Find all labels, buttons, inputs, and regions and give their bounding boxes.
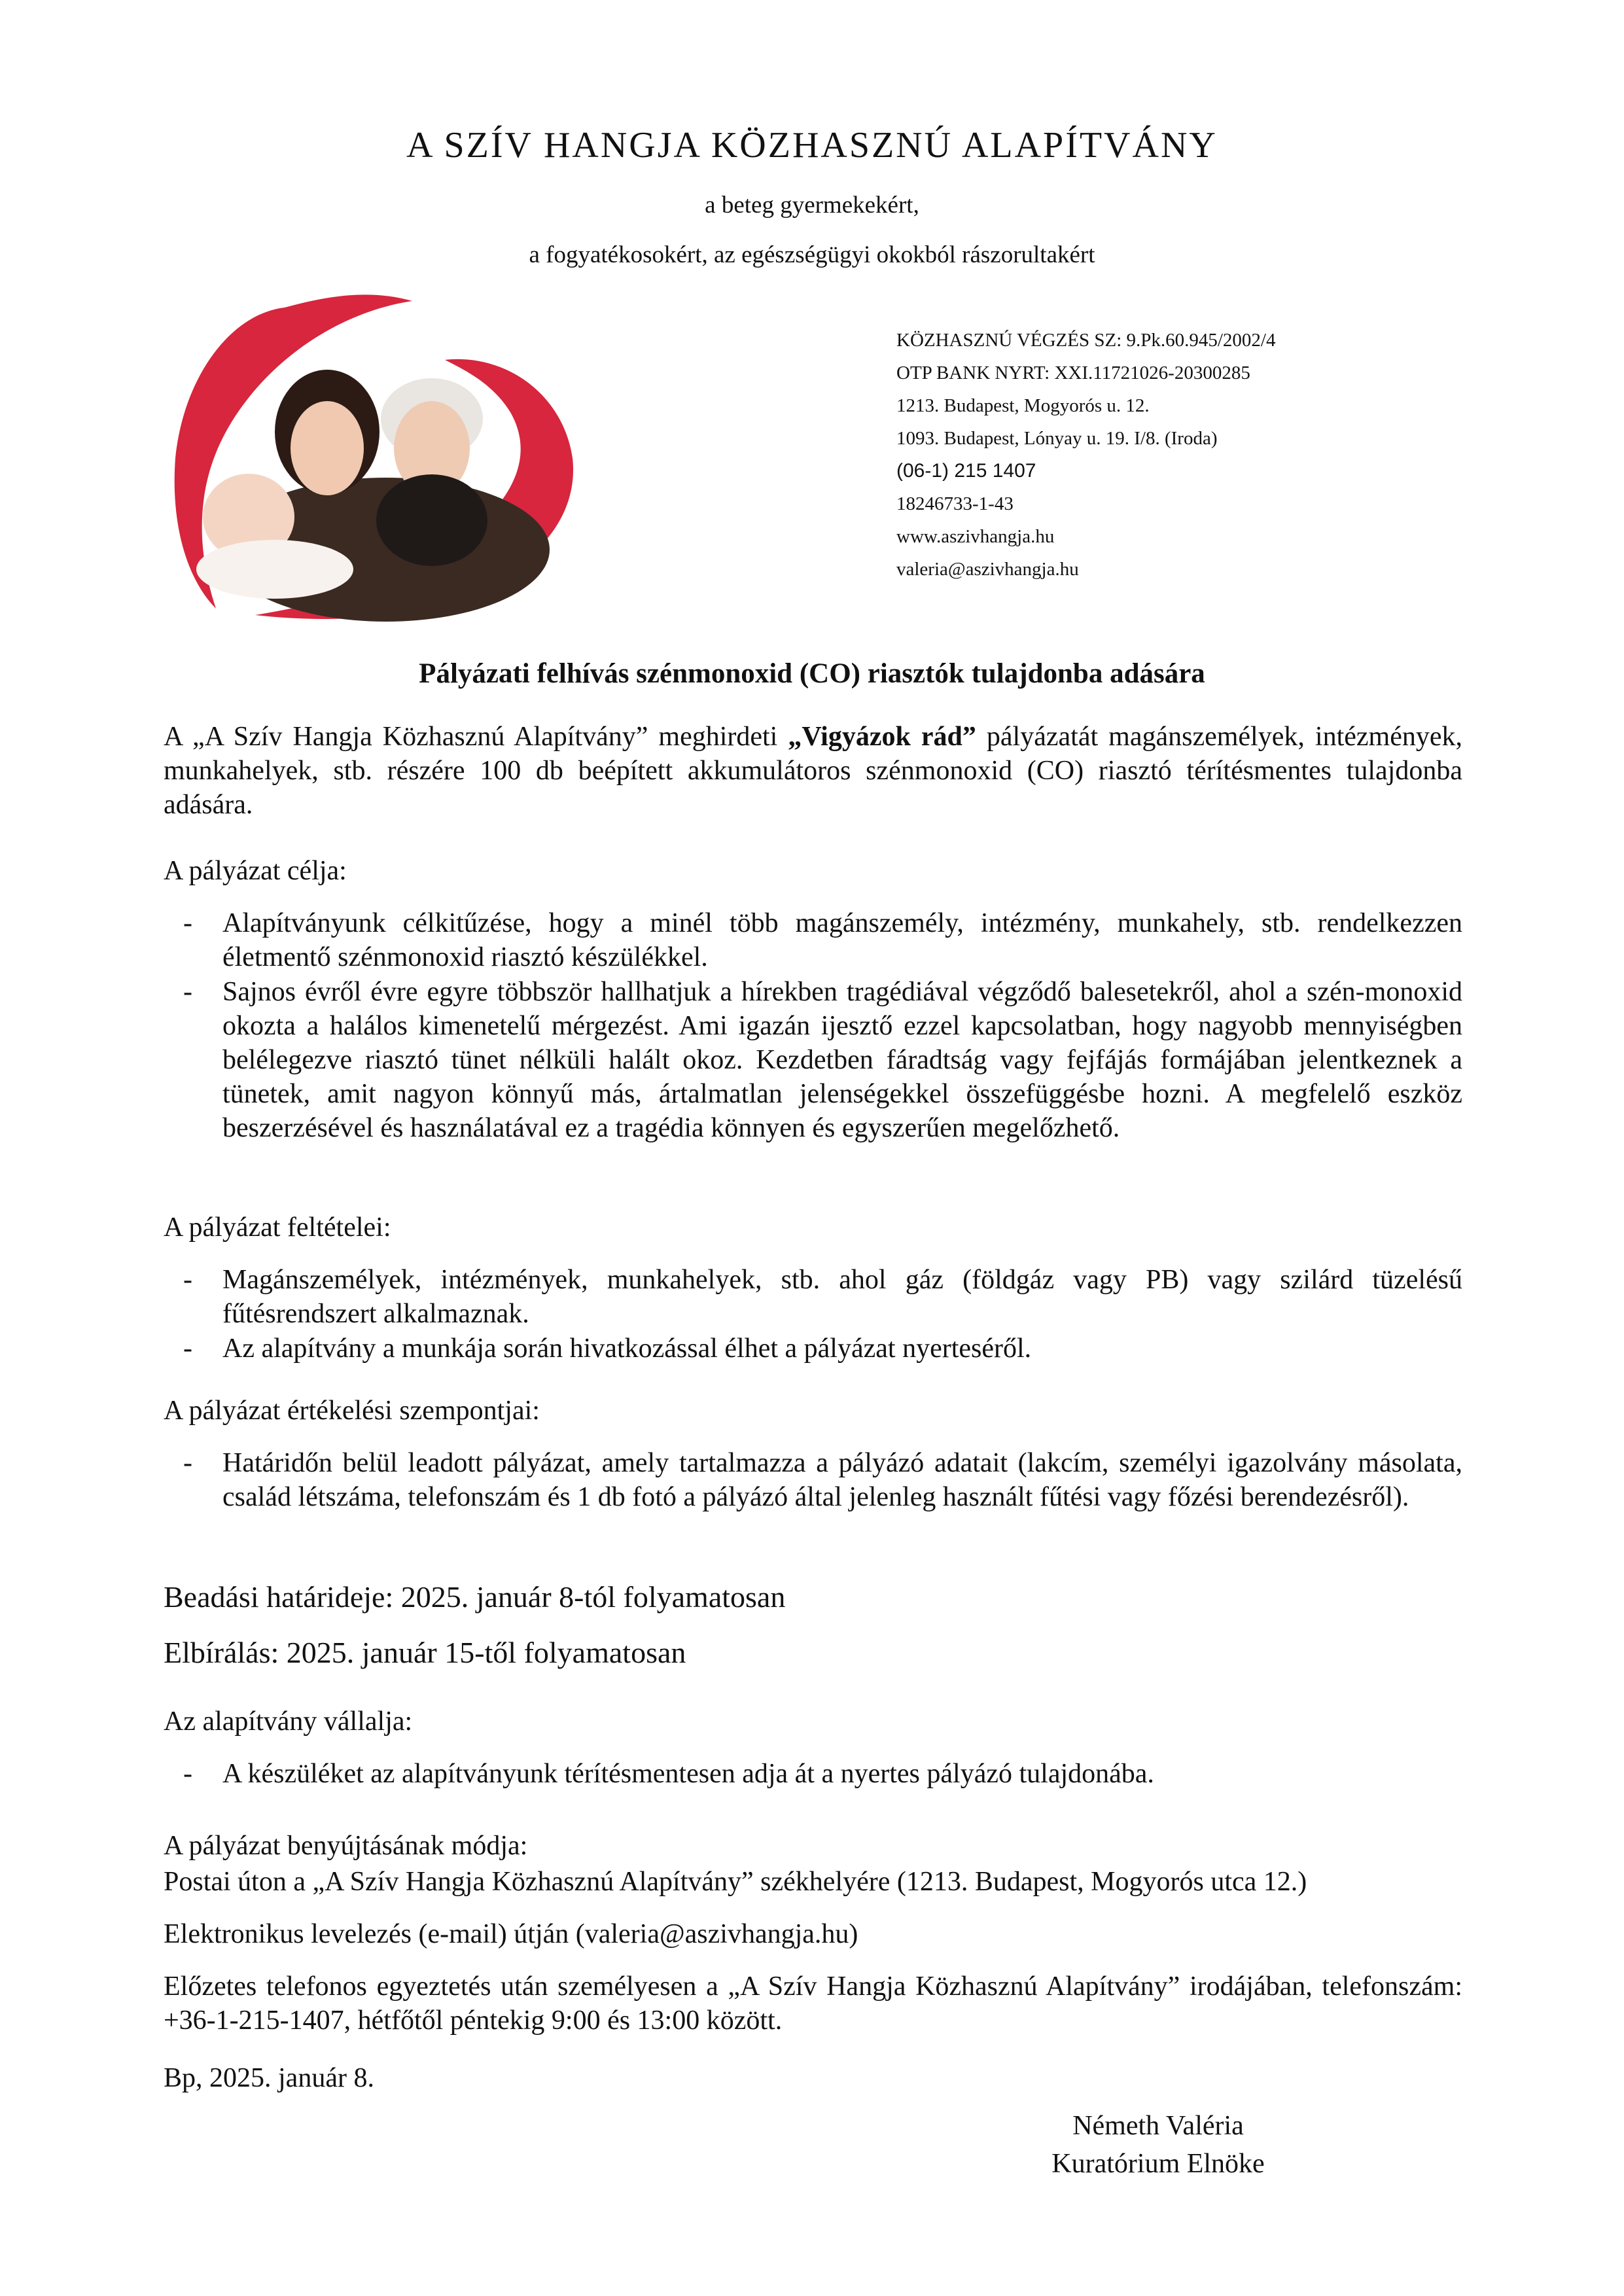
bank-account: OTP BANK NYRT: XXI.11721026-20300285 [896,362,1250,383]
heart-with-family-photo-logo [170,275,602,628]
address-headquarters: 1213. Budapest, Mogyorós u. 12. [896,395,1150,416]
commitment-heading: Az alapítvány vállalja: [164,1706,413,1737]
organization-subtitle-1: a beteg gyermekekért, [705,192,919,219]
intro-text-start: A „A Szív Hangja Közhasznú Alapítvány” meghirdeti [164,722,788,752]
goal-heading: A pályázat célja: [164,856,347,886]
contact-block [896,324,1276,586]
evaluation-item: - Határidőn belül leadott pályázat, amely tartalmazza a pályázó adatait (lakcím, személyi igazolvány másolata, család létszáma, telefonszám és 1 db fotó a pályázó által jelenleg használt fűtési vagy főzési berendezésről). [183,1448,1462,1512]
submission-email: Elektronikus levelezés (e-mail) útján (valeria@aszivhangja.hu) [164,1919,858,1949]
signature-block [1008,2107,1309,2183]
email-link[interactable]: valeria@aszivhangja.hu [896,559,1079,580]
goal-item: - Sajnos évről évre egyre többször hallhatjuk a hírekben tragédiával végződő balesetekről, ahol a szén-monoxid okozta a halálos kimenetelű mérgezést. Ami igazán ijesztő ezzel kapcsolatban, hogy nagyobb mennyiségben belélegezve riasztó tünet nélküli halált okoz. Kezdetben fáradtság vagy fejfájás formájában jelentkeznek a tünetek, amit nagyon könnyű más, ártalmatlan jelenségekkel összefüggésbe hozni. A megfelelő eszköz beszerzésével és használatával ez a tragédia könnyen és egyszerűen megelőzhető. [183,977,1462,1143]
submission-heading: A pályázat benyújtásának módja: [164,1831,528,1861]
submission-deadline: Beadási határideje: 2025. január 8-tól folyamatosan [164,1580,786,1614]
intro-text-end: pályázatát magánszemélyek, intézmények, munkahelyek, stb. részére 100 db beépített akkumulátoros szénmonoxid (CO) riasztó térítésmentes tulajdonba adására. [164,722,1462,820]
submission-post: Postai úton a „A Szív Hangja Közhasznú Alapítvány” székhelyére (1213. Budapest, Mogyorós utca 12.) [164,1867,1307,1897]
organization-title: A SZÍV HANGJA KÖZHASZNÚ ALAPÍTVÁNY [406,125,1218,166]
address-office: 1093. Budapest, Lónyay u. 19. I/8. (Iroda) [896,428,1218,449]
document-heading: Pályázati felhívás szénmonoxid (CO) riasztók tulajdonba adására [419,658,1205,689]
organization-subtitle-2: a fogyatékosokért, az egészségügyi okokból rászorultakért [529,241,1095,268]
commitment-item: - A készüléket az alapítványunk térítésmentesen adja át a nyertes pályázó tulajdonába. [183,1759,1154,1789]
goal-item: - Alapítványunk célkitűzése, hogy a minél több magánszemély, intézmény, munkahely, stb. rendelkezzen életmentő szénmonoxid riasztó készülékkel. [183,908,1462,972]
signer-title: Kuratórium Elnöke [1051,2149,1265,2179]
conditions-heading: A pályázat feltételei: [164,1212,391,1243]
website-link[interactable]: www.aszivhangja.hu [896,526,1055,547]
conditions-item: - Az alapítvány a munkája során hivatkozással élhet a pályázat nyerteséről. [183,1333,1032,1364]
campaign-name: „Vigyázok rád” [788,722,976,752]
judging-date: Elbírálás: 2025. január 15-től folyamatosan [164,1636,686,1669]
phone-number: (06-1) 215 1407 [896,460,1036,482]
intro-paragraph [164,720,1462,822]
signer-name: Németh Valéria [1072,2111,1244,2141]
date-place: Bp, 2025. január 8. [164,2063,374,2093]
conditions-item: - Magánszemélyek, intézmények, munkahelyek, stb. ahol gáz (földgáz vagy PB) vagy szilárd tüzelésű fűtésrendszert alkalmaznak. [183,1265,1462,1329]
registration-number: KÖZHASZNÚ VÉGZÉS SZ: 9.Pk.60.945/2002/4 [896,330,1276,351]
tax-number: 18246733-1-43 [896,493,1014,514]
submission-personal: Előzetes telefonos egyeztetés után személyesen a „A Szív Hangja Közhasznú Alapítvány” irodájában, telefonszám: +36-1-215-1407, hétfőtől péntekig 9:00 és 13:00 között. [164,1971,1462,2036]
evaluation-heading: A pályázat értékelési szempontjai: [164,1396,540,1426]
